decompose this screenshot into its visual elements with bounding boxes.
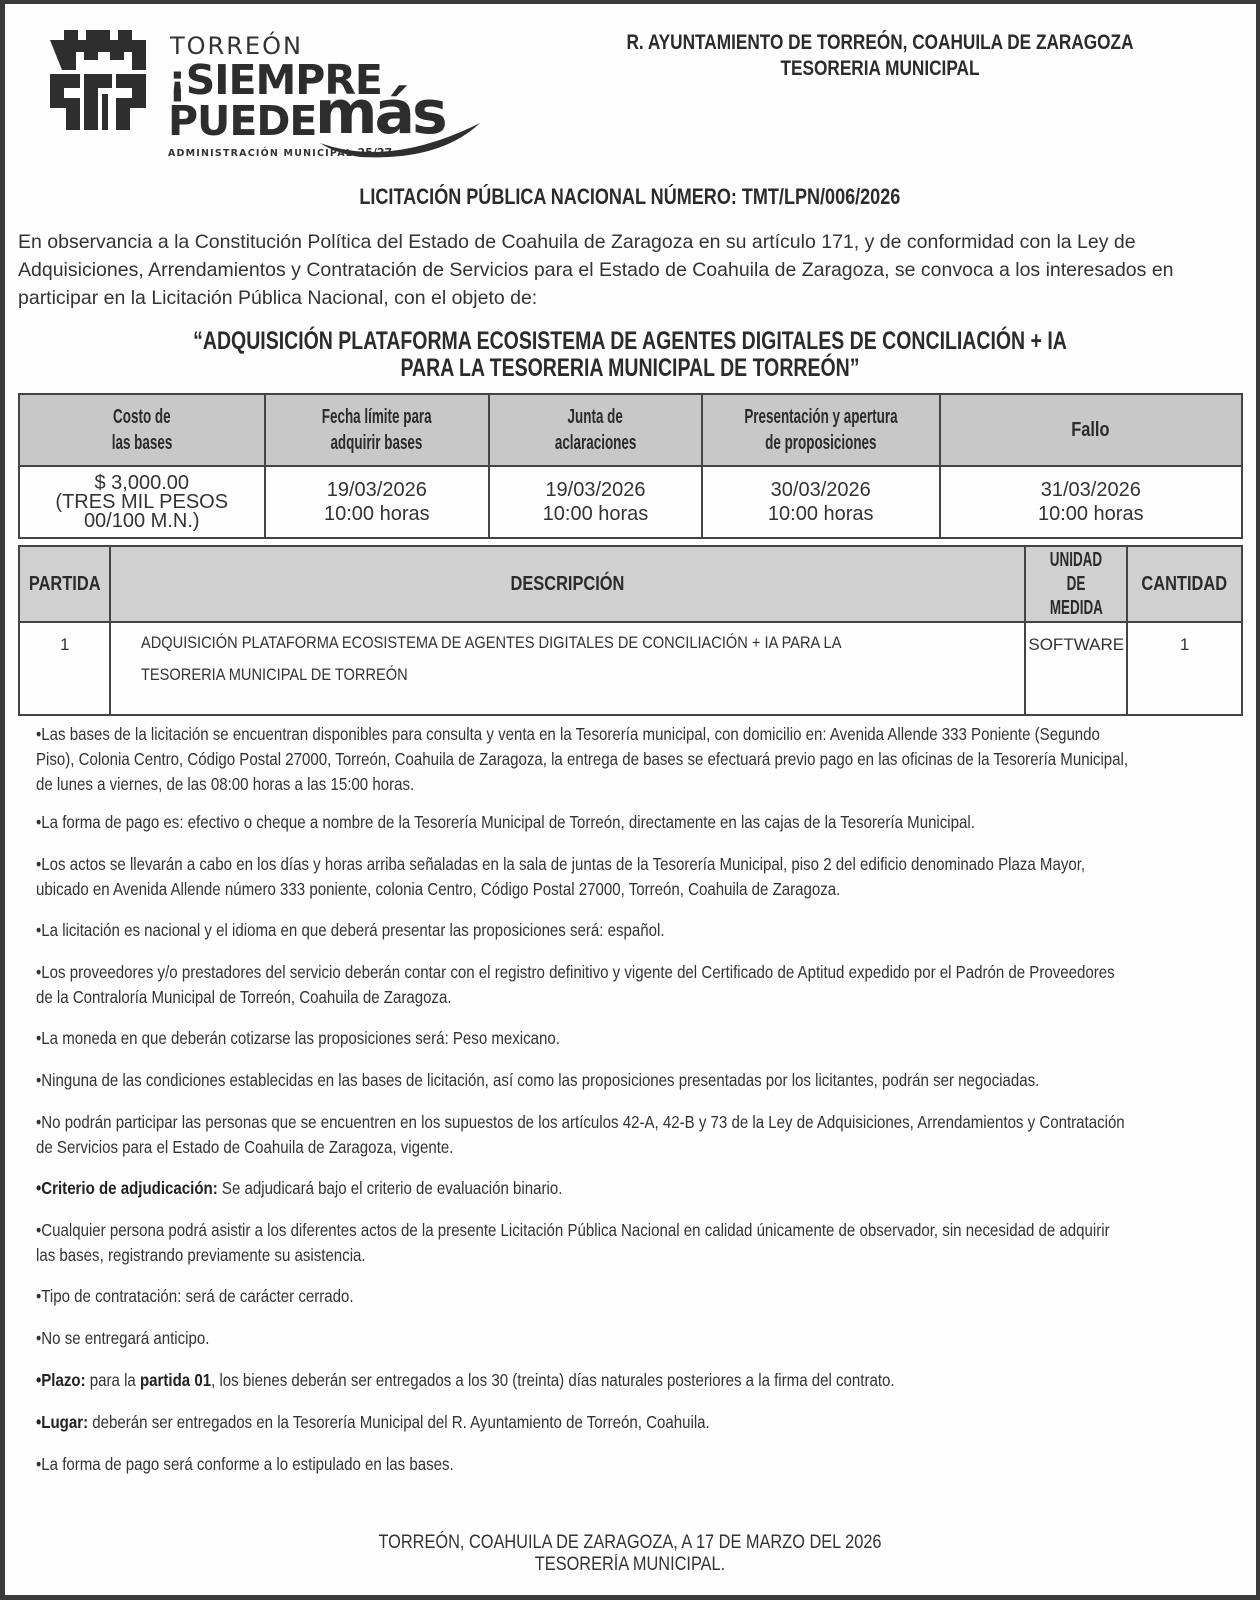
- header-text: CANTIDAD: [1141, 573, 1228, 595]
- cell-costo: [19, 466, 265, 538]
- condition-item: [36, 960, 1231, 1010]
- cell-unidad: SOFTWARE: [1025, 622, 1127, 715]
- header-junta: [489, 394, 702, 466]
- issuer-line2: TESORERIA MUNICIPAL: [780, 57, 980, 80]
- condition-item: [36, 852, 1231, 902]
- header-text: aclaraciones: [554, 432, 637, 454]
- condition-line: [36, 1135, 1231, 1160]
- condition-text: Piso), Colonia Centro, Código Postal 27000, Torreón, Coahuila de Zaragoza, la entrega de bases se efectuará previo pago en las oficinas de la Tesorería Municipal,: [36, 749, 1129, 769]
- header-unidad: [1025, 546, 1127, 622]
- header-costo: [19, 394, 265, 466]
- admin-label-text: ADMINISTRACIÓN MUNICIPAL: [168, 148, 353, 159]
- desc-line: TESORERIA MUNICIPAL DE TORREÓN: [141, 665, 409, 684]
- header-text: Costo de: [112, 406, 171, 428]
- issuer-header: [560, 30, 1200, 82]
- cell-fallo: [940, 466, 1242, 538]
- table-row: [19, 622, 1242, 715]
- condition-text: las bases, registrando previamente su asistencia.: [36, 1245, 366, 1265]
- cell-descripcion: [110, 622, 1025, 715]
- cell-fecha-limite: [265, 466, 490, 538]
- condition-text: •La moneda en que deberán cotizarse las proposiciones será: Peso mexicano.: [36, 1028, 560, 1048]
- condition-line: [36, 1368, 1231, 1393]
- logo-slogan-line1: ¡SIEMPRE: [168, 56, 382, 104]
- logo-admin-label: [168, 146, 392, 159]
- cost-words: 00/100 M.N.): [83, 509, 200, 532]
- condition-item: [36, 1326, 1231, 1351]
- header-text: MEDIDA: [1049, 597, 1103, 619]
- desc-line: ADQUISICIÓN PLATAFORMA ECOSISTEMA DE AGENTES DIGITALES DE CONCILIACIÓN + IA PARA LA: [141, 633, 842, 652]
- intro-line: Adquisiciones, Arrendamientos y Contratación de Servicios para el Estado de Coahuila de Zaragoza, se convoca a los interesados en: [18, 259, 1174, 281]
- header-text: DESCRIPCIÓN: [510, 573, 625, 595]
- header-text: UNIDAD DE: [1050, 549, 1103, 595]
- condition-item: [36, 1026, 1231, 1051]
- cost-amount: $ 3,000.00: [94, 471, 190, 494]
- schedule-table: [18, 393, 1243, 539]
- header-descripcion: [110, 546, 1025, 622]
- logo-city-name: TORREÓN: [170, 32, 303, 60]
- header-partida: [19, 546, 110, 622]
- condition-line: [36, 810, 1231, 835]
- condition-text: Se adjudicará bajo el criterio de evaluación binario.: [217, 1178, 563, 1198]
- cell-junta: [489, 466, 702, 538]
- header-cantidad: [1127, 546, 1242, 622]
- time-text: 10:00 horas: [767, 503, 874, 525]
- condition-line: [36, 1243, 1231, 1268]
- condition-item: [36, 1176, 1231, 1201]
- signature-block: [0, 1532, 1260, 1576]
- header-text: Fecha límite para: [321, 406, 432, 428]
- condition-text: •Los proveedores y/o prestadores del servicio deberán contar con el registro definitivo y vigente del Certificado de Aptitud expedido por el Padrón de Proveedores: [36, 962, 1115, 982]
- condition-item: [36, 1068, 1231, 1093]
- condition-line: [36, 1110, 1231, 1135]
- cost-words: (TRES MIL PESOS: [55, 490, 229, 513]
- condition-text: deberán ser entregados en la Tesorería Municipal del R. Ayuntamiento de Torreón, Coahuila.: [88, 1412, 710, 1432]
- condition-text: ubicado en Avenida Allende número 333 poniente, colonia Centro, Código Postal 27000, Torreón, Coahuila de Zaragoza.: [36, 879, 841, 899]
- header-fecha-limite: [265, 394, 490, 466]
- date-text: 31/03/2026: [1040, 479, 1141, 501]
- condition-emphasis: partida 01: [139, 1370, 212, 1390]
- condition-text: de la Contraloría Municipal de Torreón, Coahuila de Zaragoza.: [36, 987, 452, 1007]
- condition-text: •No se entregará anticipo.: [36, 1328, 210, 1348]
- header-text: adquirir bases: [330, 432, 423, 454]
- header-presentacion: [702, 394, 940, 466]
- condition-label: •Criterio de adjudicación:: [36, 1178, 218, 1198]
- condition-text: •La forma de pago será conforme a lo estipulado en las bases.: [36, 1454, 454, 1474]
- admin-period: 25/27: [357, 146, 393, 159]
- condition-item: [36, 1452, 1231, 1477]
- schedule-data-row: [19, 466, 1242, 538]
- condition-item: [36, 918, 1231, 943]
- time-text: 10:00 horas: [542, 503, 649, 525]
- place-date: TORREÓN, COAHUILA DE ZARAGOZA, A 17 DE MARZO DEL 2026: [378, 1532, 882, 1553]
- header-text: PARTIDA: [28, 573, 101, 595]
- condition-text: •Ninguna de las condiciones establecidas en las bases de licitación, así como las proposiciones presentadas por los licitantes, podrán ser negociadas.: [36, 1070, 1040, 1090]
- condition-item: [36, 1368, 1231, 1393]
- condition-line: [36, 985, 1231, 1010]
- cell-cantidad: 1: [1127, 622, 1242, 715]
- items-header-row: [19, 546, 1242, 622]
- header-text: Fallo: [1071, 419, 1110, 441]
- date-text: 19/03/2026: [545, 479, 646, 501]
- condition-text: de lunes a viernes, de las 08:00 horas a las 15:00 horas.: [36, 774, 415, 794]
- condition-text: para la: [85, 1370, 140, 1390]
- condition-line: [36, 877, 1231, 902]
- signer: TESORERÍA MUNICIPAL.: [534, 1554, 726, 1575]
- licitacion-title: [0, 184, 1260, 210]
- issuer-line1: R. AYUNTAMIENTO DE TORREÓN, COAHUILA DE ZARAGOZA: [626, 31, 1134, 54]
- castle-emblem-icon: [50, 30, 146, 130]
- condition-text: •Los actos se llevarán a cabo en los días y horas arriba señaladas en la sala de juntas de la Tesorería Municipal, piso 2 del edificio denominado Plaza Mayor,: [36, 854, 1086, 874]
- condition-item: [36, 1218, 1231, 1268]
- condition-line: [36, 1326, 1231, 1351]
- header-text: de proposiciones: [765, 432, 877, 454]
- logo-slogan-line2: PUEDE: [168, 97, 317, 145]
- header-text: Presentación y apertura: [744, 406, 898, 428]
- header-text: Junta de: [567, 406, 624, 428]
- condition-text: •Cualquier persona podrá asistir a los diferentes actos de la presente Licitación Pública Nacional en calidad únicamente de observador, sin necesidad de adquirir: [36, 1220, 1110, 1240]
- condition-text: de Servicios para el Estado de Coahuila de Zaragoza, vigente.: [36, 1137, 454, 1157]
- condition-label: •Lugar:: [36, 1412, 89, 1432]
- time-text: 10:00 horas: [323, 503, 430, 525]
- condition-line: [36, 918, 1231, 943]
- condition-text: •Tipo de contratación: será de carácter cerrado.: [36, 1286, 354, 1306]
- condition-text: •La licitación es nacional y el idioma en que deberá presentar las proposiciones será: español.: [36, 920, 665, 940]
- header-text: las bases: [111, 432, 173, 454]
- header-fallo: [940, 394, 1242, 466]
- items-table: [18, 545, 1243, 716]
- condition-line: [36, 1218, 1231, 1243]
- objeto-title: [0, 328, 1260, 382]
- objeto-line2: PARA LA TESORERIA MUNICIPAL DE TORREÓN”: [400, 354, 860, 382]
- condition-line: [36, 1284, 1231, 1309]
- licitacion-title-text: LICITACIÓN PÚBLICA NACIONAL NÚMERO: TMT/LPN/006/2026: [359, 184, 901, 209]
- schedule-header-row: [19, 394, 1242, 466]
- condition-text: •La forma de pago es: efectivo o cheque a nombre de la Tesorería Municipal de Torreón, directamente en las cajas de la Tesorería Municipal.: [36, 812, 975, 832]
- date-text: 30/03/2026: [770, 479, 871, 501]
- date-text: 19/03/2026: [326, 479, 427, 501]
- condition-item: [36, 1284, 1231, 1309]
- condition-item: [36, 1110, 1231, 1160]
- condition-line: [36, 1026, 1231, 1051]
- municipal-logo: [50, 28, 480, 163]
- cell-partida: 1: [19, 622, 110, 715]
- cell-presentacion: [702, 466, 940, 538]
- condition-line: [36, 1068, 1231, 1093]
- condition-item: [36, 1410, 1231, 1435]
- condition-text: •Las bases de la licitación se encuentran disponibles para consulta y venta en la Tesorería municipal, con domicilio en: Avenida Allende 333 Poniente (Segundo: [36, 724, 1100, 744]
- objeto-line1: “ADQUISICIÓN PLATAFORMA ECOSISTEMA DE AGENTES DIGITALES DE CONCILIACIÓN + IA: [193, 327, 1067, 355]
- intro-paragraph: [18, 228, 1243, 312]
- condition-text: , los bienes deberán ser entregados a los 30 (treinta) días naturales posteriores a la firma del contrato.: [211, 1370, 895, 1390]
- condition-line: [36, 852, 1231, 877]
- condition-item: [36, 810, 1231, 835]
- intro-line: participar en la Licitación Pública Nacional, con el objeto de:: [18, 287, 538, 309]
- condition-line: [36, 722, 1231, 747]
- condition-item: [36, 722, 1231, 797]
- condition-line: [36, 772, 1231, 797]
- condition-line: [36, 747, 1231, 772]
- condition-line: [36, 1452, 1231, 1477]
- condition-line: [36, 1176, 1231, 1201]
- intro-line: En observancia a la Constitución Política del Estado de Coahuila de Zaragoza en su artículo 171, y de conformidad con la Ley de: [18, 231, 1136, 253]
- condition-line: [36, 960, 1231, 985]
- logo-slogan-mas: más: [315, 78, 445, 148]
- time-text: 10:00 horas: [1037, 503, 1144, 525]
- condition-text: •No podrán participar las personas que se encuentren en los supuestos de los artículos 42-A, 42-B y 73 de la Ley de Adquisiciones, Arrendamientos y Contratación: [36, 1112, 1125, 1132]
- condition-label: •Plazo:: [36, 1370, 86, 1390]
- condition-line: [36, 1410, 1231, 1435]
